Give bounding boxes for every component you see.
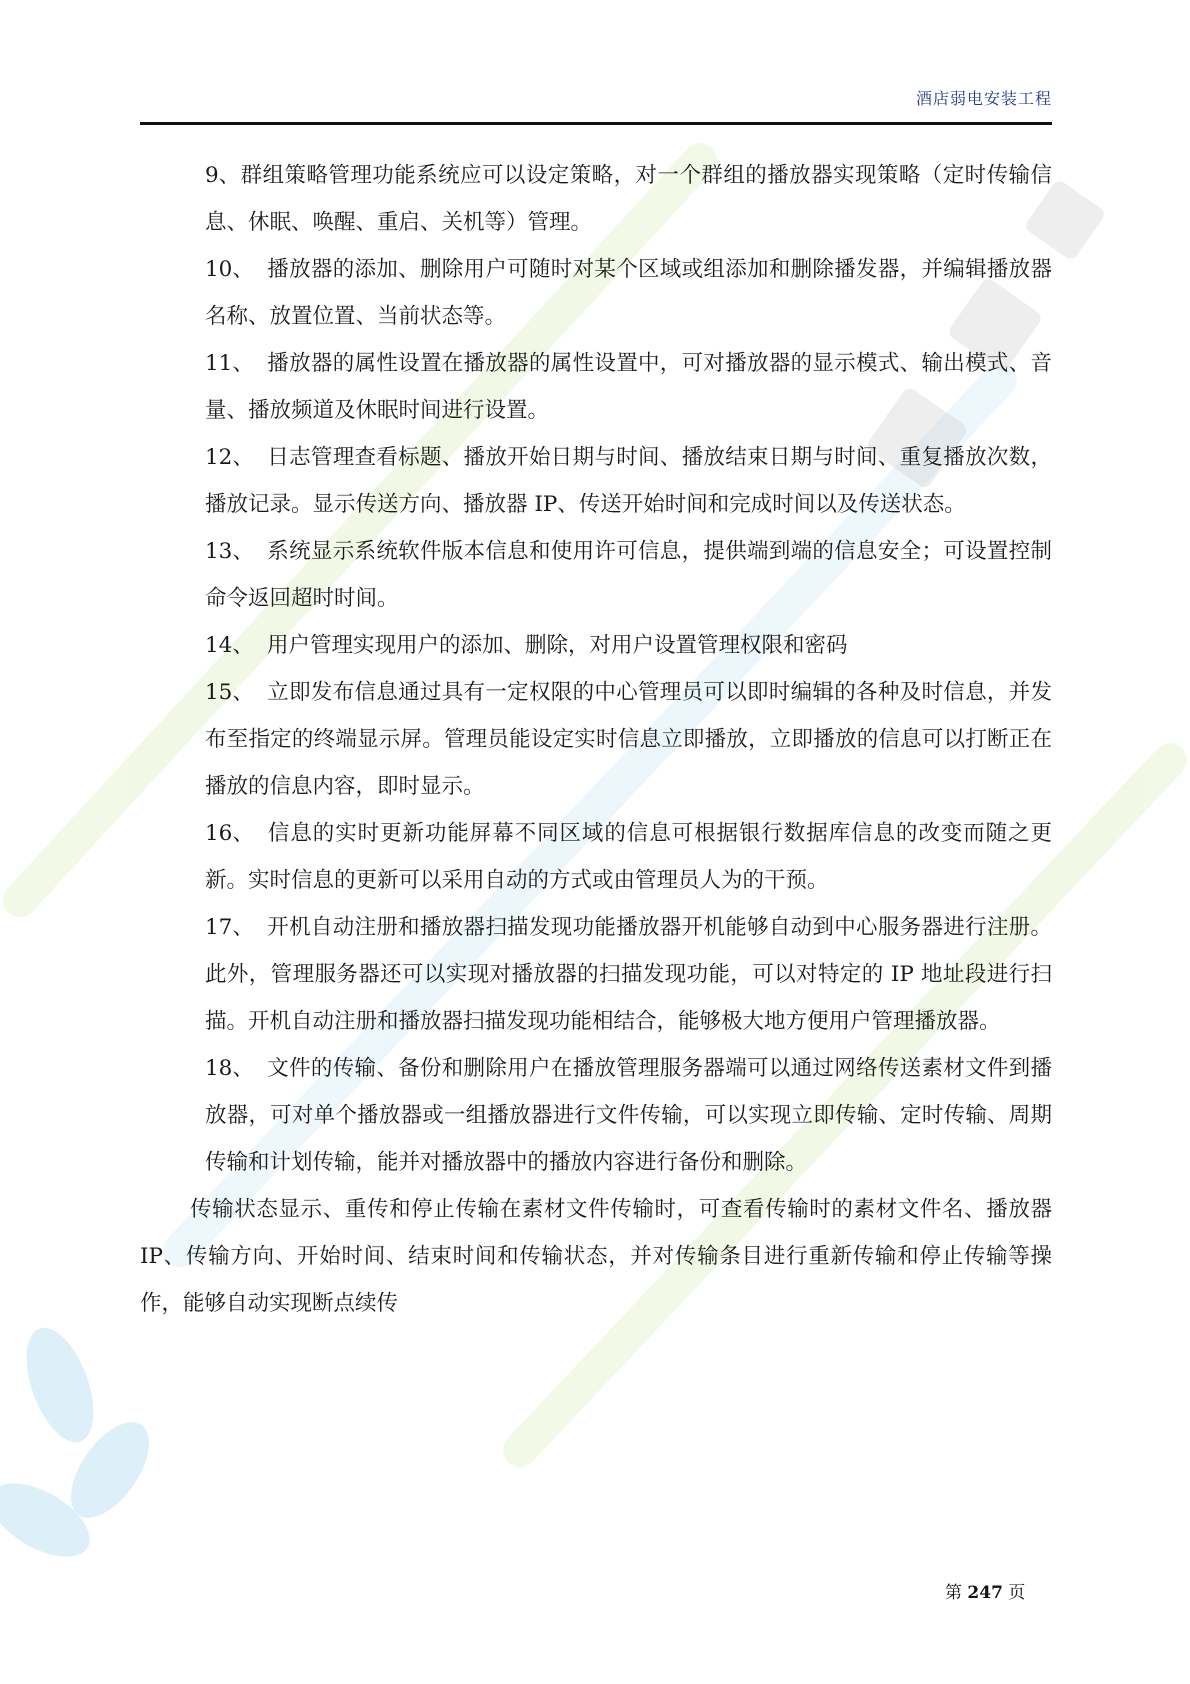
item-text: 用户管理实现用户的添加、删除，对用户设置管理权限和密码 (267, 633, 848, 658)
footer-prefix: 第 (945, 1583, 968, 1603)
list-item (140, 434, 1052, 528)
item-text: 播放器的添加、删除用户可随时对某个区域或组添加和删除播发器，并编辑播放器名称、放置位置、当前状态等。 (205, 257, 1052, 329)
list-item (140, 669, 1052, 810)
item-text: 群组策略管理功能系统应可以设定策略，对一个群组的播放器实现策略（定时传输信息、休眠、唤醒、重启、关机等）管理。 (205, 163, 1052, 235)
watermark-flower-icon (0, 1319, 164, 1572)
item-text: 立即发布信息通过具有一定权限的中心管理员可以即时编辑的各种及时信息，并发布至指定的终端显示屏。管理员能设定实时信息立即播放，立即播放的信息可以打断正在播放的信息内容，即时显示。 (205, 680, 1052, 799)
item-number: 11、 (205, 351, 254, 376)
item-number: 12、 (205, 445, 254, 470)
item-text: 文件的传输、备份和删除用户在播放管理服务器端可以通过网络传送素材文件到播放器，可对单个播放器或一组播放器进行文件传输，可以实现立即传输、定时传输、周期传输和计划传输，能并对播放器中的播放内容进行备份和删除。 (205, 1056, 1052, 1175)
list-item (140, 622, 1052, 669)
list-item (140, 340, 1052, 434)
header-title: 酒店弱电安装工程 (915, 89, 1052, 108)
header-rule (140, 122, 1052, 125)
list-item (140, 528, 1052, 622)
list-item (140, 152, 1052, 246)
item-number: 10、 (205, 257, 254, 282)
item-number: 15、 (205, 680, 254, 705)
closing-paragraph: 传输状态显示、重传和停止传输在素材文件传输时，可查看传输时的素材文件名、播放器 IP、传输方向、开始时间、结束时间和传输状态，并对传输条目进行重新传输和停止传输等操作，能够自动实现断点续传 (140, 1197, 1052, 1316)
item-number: 16、 (205, 821, 254, 846)
list-item (140, 810, 1052, 904)
item-text: 系统显示系统软件版本信息和使用许可信息，提供端到端的信息安全；可设置控制命令返回超时时间。 (205, 539, 1052, 611)
item-number: 9、 (205, 163, 241, 188)
list-item (140, 1045, 1052, 1186)
list-item (140, 246, 1052, 340)
item-number: 18、 (205, 1056, 254, 1081)
item-text: 播放器的属性设置在播放器的属性设置中，可对播放器的显示模式、输出模式、音量、播放频道及休眠时间进行设置。 (205, 351, 1052, 423)
item-number: 13、 (205, 539, 254, 564)
item-number: 17、 (205, 915, 254, 940)
item-text: 日志管理查看标题、播放开始日期与时间、播放结束日期与时间、重复播放次数，播放记录。显示传送方向、播放器 IP、传送开始时间和完成时间以及传送状态。 (205, 445, 1052, 517)
document-body (140, 152, 1052, 1327)
list-item (140, 904, 1052, 1045)
item-text: 开机自动注册和播放器扫描发现功能播放器开机能够自动到中心服务器进行注册。此外，管理服务器还可以实现对播放器的扫描发现功能，可以对特定的 IP 地址段进行扫描。开机自动注册和播放器扫描发现功能相结合，能够极大地方便用户管理播放器。 (205, 915, 1052, 1034)
item-text: 信息的实时更新功能屏幕不同区域的信息可根据银行数据库信息的改变而随之更新。实时信息的更新可以采用自动的方式或由管理员人为的干预。 (205, 821, 1052, 893)
page-footer (945, 1578, 1025, 1603)
page-number: 247 (967, 1583, 1003, 1603)
footer-suffix: 页 (1002, 1583, 1026, 1603)
item-number: 14、 (205, 633, 254, 658)
